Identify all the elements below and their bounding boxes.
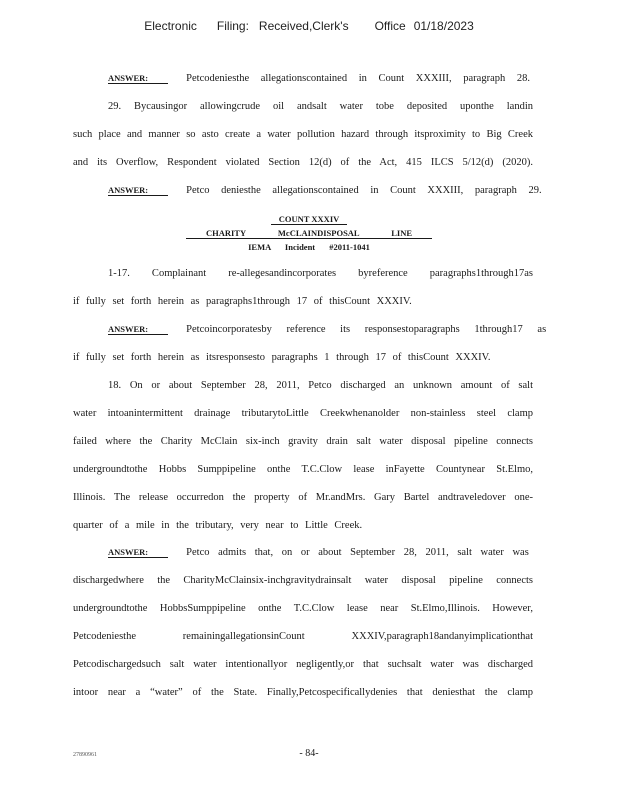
header-word-filing: Filing: — [216, 19, 249, 33]
answer-text-28: Petcodeniesthe allegationscontained in Count XXXIII, paragraph 28. — [186, 73, 530, 84]
answer-label: ANSWER: — [108, 73, 168, 84]
paragraph-line: undergroundtothe Hobbs Sumppipeline onthe T.C.Clow lease inFayette Countynear St.Elmo, — [73, 464, 533, 475]
answer-line-29 — [108, 184, 542, 198]
paragraph-line: undergroundtothe HobbsSumppipeline onthe T.C.Clow lease near St.Elmo,Illinois. However, — [73, 603, 533, 614]
header-word-office: Office — [374, 19, 406, 33]
paragraph-line: quarter of a mile in the tributary, very near to Little Creek. — [73, 520, 363, 531]
paragraph-line: water intoanintermittent drainage tributarytoLittle Creekwhenanolder non-stainless steel clamp — [73, 408, 533, 419]
answer-label: ANSWER: — [108, 185, 168, 196]
paragraph-line: 1-17. Complainant re-allegesandincorporates byreference paragraphs1through17as — [108, 268, 533, 279]
paragraph-line: Petcodeniesthe remainingallegationsinCount XXXIV,paragraph18andanyimplicationthat — [73, 631, 533, 642]
count-heading-incident: IEMA Incident #2011-1041 — [248, 242, 370, 252]
paragraph-line: Illinois. The release occurredon the property of Mr.andMrs. Gary Bartel andtraveledover one- — [73, 492, 533, 503]
paragraph-line: such place and manner so asto create a water pollution hazard through itsproximity to Big Creek — [73, 129, 533, 140]
paragraph-line: 18. On or about September 28, 2011, Petco discharged an unknown amount of salt — [108, 380, 533, 391]
answer-text-18: Petco admits that, on or about September 28, 2011, salt water was — [186, 547, 529, 558]
answer-text-1-17: Petcoincorporatesby reference its responsestoparagraphs 1through17 as — [186, 324, 547, 335]
paragraph-line: Petcodischargedsuch salt water intentionallyor negligently,or that suchsalt water was discharged — [73, 659, 533, 670]
paragraph-line: 29. Bycausingor allowingcrude oil andsalt water tobe deposited uponthe landin — [108, 101, 533, 112]
answer-line-28 — [108, 72, 533, 86]
header-date: 01/18/2023 — [413, 19, 474, 33]
answer-label: ANSWER: — [108, 547, 168, 558]
paragraph-line: intoor near a “water” of the State. Finally,Petcospecificallydenies that deniesthat the clamp — [73, 687, 533, 698]
electronic-filing-header — [0, 19, 618, 33]
header-word-electronic: Electronic — [144, 19, 197, 33]
answer-text-29: Petco deniesthe allegationscontained in Count XXXIII, paragraph 29. — [186, 185, 542, 196]
paragraph-line: and its Overflow, Respondent violated Section 12(d) of the Act, 415 ILCS 5/12(d) (2020). — [73, 157, 533, 168]
count-heading-title: COUNT XXXIV — [0, 213, 618, 225]
answer-line-1-17 — [108, 323, 547, 337]
document-id: 27890961 — [73, 752, 97, 758]
paragraph-line: if fully set forth herein as paragraphs1through 17 of thisCount XXXIV. — [73, 296, 412, 307]
page-number: - 84- — [299, 748, 319, 759]
paragraph-line: dischargedwhere the CharityMcClainsix-inchgravitydrainsalt water disposal pipeline connects — [73, 575, 533, 586]
paragraph-line: if fully set forth herein as itsresponsesto paragraphs 1 through 17 of thisCount XXXIV. — [73, 352, 491, 363]
paragraph-line: failed where the Charity McClain six-inch gravity drain salt water disposal pipeline connects — [73, 436, 533, 447]
header-word-received: Received,Clerk's — [258, 19, 349, 33]
count-heading-subtitle: CHARITY McCLAINDISPOSAL LINE — [0, 227, 618, 239]
answer-label: ANSWER: — [108, 324, 168, 335]
answer-line-18 — [108, 546, 533, 560]
